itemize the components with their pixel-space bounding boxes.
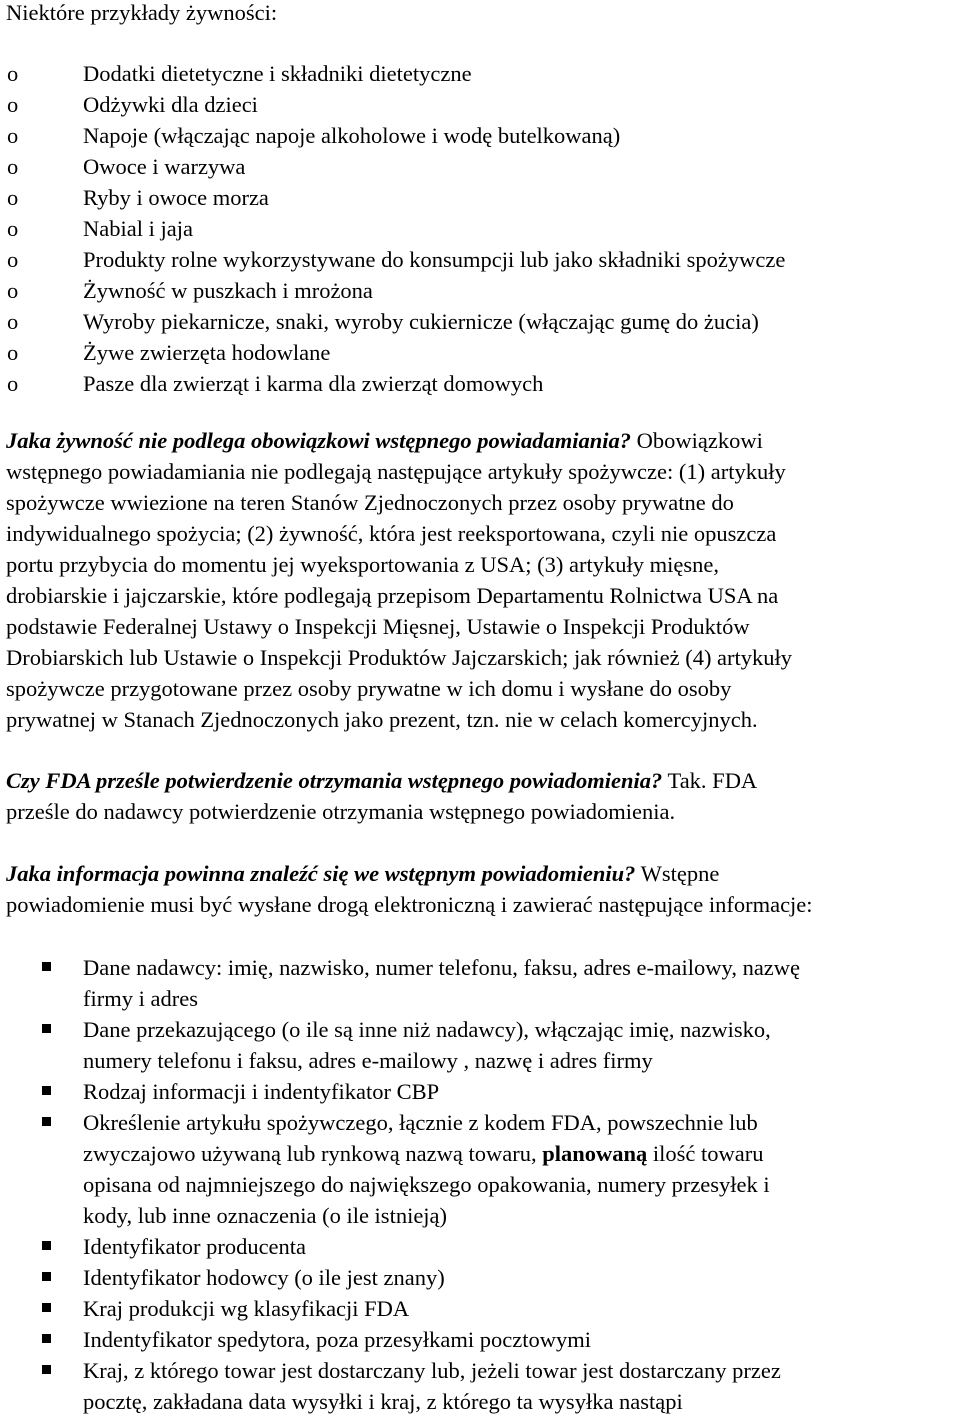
paragraph-line: prześle do nadawcy potwierdzenie otrzymania wstępnego powiadomienia. <box>6 799 676 824</box>
exempt-answer-start: Obowiązkowi <box>631 428 763 453</box>
circle-bullet-icon: o <box>7 371 19 396</box>
circle-bullet-icon: o <box>7 154 19 179</box>
paragraph-line: spożywcze wwiezione na teren Stanów Zjednoczonych przez osoby prywatne do <box>6 490 734 515</box>
food-examples-list <box>0 58 785 399</box>
list-item: Określenie artykułu spożywczego, łącznie z kodem FDA, powszechnie lub zwyczajowo używaną lub rynkową nazwą towaru, planowaną ilość towaru opisana od najmniejszego do największego opakowania, numery przesyłek i kody, lub inne oznaczenia (o ile istnieją) <box>0 1107 960 1231</box>
list-item: Rodzaj informacji i indentyfikator CBP <box>0 1076 960 1107</box>
paragraph-line: wstępnego powiadamiania nie podlegają następujące artykuły spożywcze: (1) artykuły <box>6 459 786 484</box>
paragraph-line: powiadomienie musi być wysłane drogą elektroniczną i zawierać następujące informacje: <box>6 892 813 917</box>
list-item: Kraj produkcji wg klasyfikacji FDA <box>0 1293 960 1324</box>
list-item: o Wyroby piekarnicze, snaki, wyroby cukiernicze (włączając gumę do żucia) <box>0 306 785 337</box>
list-item: Indentyfikator spedytora, poza przesyłkami pocztowymi <box>0 1324 960 1355</box>
circle-bullet-icon: o <box>7 309 19 334</box>
info-answer-start: Wstępne <box>635 861 720 886</box>
confirmation-answer-start: Tak. FDA <box>662 768 758 793</box>
intro-text: Niektóre przykłady żywności: <box>6 0 278 25</box>
list-item: Kraj, z którego towar jest dostarczany lub, jeżeli towar jest dostarczany przez pocztę, zakładana data wysyłki i kraj, z którego ta wysyłka nastąpi <box>0 1355 960 1417</box>
list-item: o Nabial i jaja <box>0 213 785 244</box>
list-item: Dane przekazującego (o ile są inne niż nadawcy), włączając imię, nazwisko, numery telefonu i faksu, adres e-mailowy , nazwę i adres firmy <box>0 1014 960 1076</box>
circle-bullet-icon: o <box>7 185 19 210</box>
confirmation-question: Czy FDA prześle potwierdzenie otrzymania wstępnego powiadomienia? <box>6 768 663 793</box>
square-bullet-icon <box>42 1241 51 1250</box>
paragraph-line: Drobiarskich lub Ustawie o Inspekcji Produktów Jajczarskich; jak również (4) artykuły <box>6 645 793 670</box>
paragraph-line: indywidualnego spożycia; (2) żywność, która jest reeksportowana, czyli nie opuszcza <box>6 521 777 546</box>
square-bullet-icon <box>42 1334 51 1343</box>
paragraph-line: prywatnej w Stanach Zjednoczonych jako prezent, tzn. nie w celach komercyjnych. <box>6 707 758 732</box>
exempt-paragraph <box>6 425 960 735</box>
list-item: o Pasze dla zwierząt i karma dla zwierząt domowych <box>0 368 785 399</box>
paragraph-line: podstawie Federalnej Ustawy o Inspekcji Mięsnej, Ustawie o Inspekcji Produktów <box>6 614 750 639</box>
list-item: Identyfikator producenta <box>0 1231 960 1262</box>
square-bullet-icon <box>42 962 51 971</box>
requirements-list <box>0 952 960 1417</box>
confirmation-paragraph <box>6 765 960 827</box>
paragraph-line: drobiarskie i jajczarskie, które podlegają przepisom Departamentu Rolnictwa USA na <box>6 583 779 608</box>
emphasized-word: planowaną <box>542 1141 648 1166</box>
list-item: Dane nadawcy: imię, nazwisko, numer telefonu, faksu, adres e-mailowy, nazwę firmy i adres <box>0 952 960 1014</box>
circle-bullet-icon: o <box>7 278 19 303</box>
paragraph-line: spożywcze przygotowane przez osoby prywatne w ich domu i wysłane do osoby <box>6 676 732 701</box>
circle-bullet-icon: o <box>7 340 19 365</box>
circle-bullet-icon: o <box>7 123 19 148</box>
square-bullet-icon <box>42 1272 51 1281</box>
exempt-question: Jaka żywność nie podlega obowiązkowi wstępnego powiadamiania? <box>6 428 632 453</box>
list-item: Identyfikator hodowcy (o ile jest znany) <box>0 1262 960 1293</box>
square-bullet-icon <box>42 1024 51 1033</box>
square-bullet-icon <box>42 1117 51 1126</box>
info-question: Jaka informacja powinna znaleźć się we wstępnym powiadomieniu? <box>6 861 636 886</box>
circle-bullet-icon: o <box>7 216 19 241</box>
circle-bullet-icon: o <box>7 92 19 117</box>
list-item: o Dodatki dietetyczne i składniki dietetyczne <box>0 58 785 89</box>
square-bullet-icon <box>42 1303 51 1312</box>
list-item: o Żywność w puszkach i mrożona <box>0 275 785 306</box>
circle-bullet-icon: o <box>7 247 19 272</box>
list-item: o Owoce i warzywa <box>0 151 785 182</box>
list-item: o Produkty rolne wykorzystywane do konsumpcji lub jako składniki spożywcze <box>0 244 785 275</box>
list-item: o Ryby i owoce morza <box>0 182 785 213</box>
paragraph-line: portu przybycia do momentu jej wyeksportowania z USA; (3) artykuły mięsne, <box>6 552 719 577</box>
info-paragraph <box>6 858 960 920</box>
list-item: o Odżywki dla dzieci <box>0 89 785 120</box>
circle-bullet-icon: o <box>7 61 19 86</box>
square-bullet-icon <box>42 1086 51 1095</box>
list-item: o Napoje (włączając napoje alkoholowe i wodę butelkowaną) <box>0 120 785 151</box>
list-item: o Żywe zwierzęta hodowlane <box>0 337 785 368</box>
square-bullet-icon <box>42 1365 51 1374</box>
